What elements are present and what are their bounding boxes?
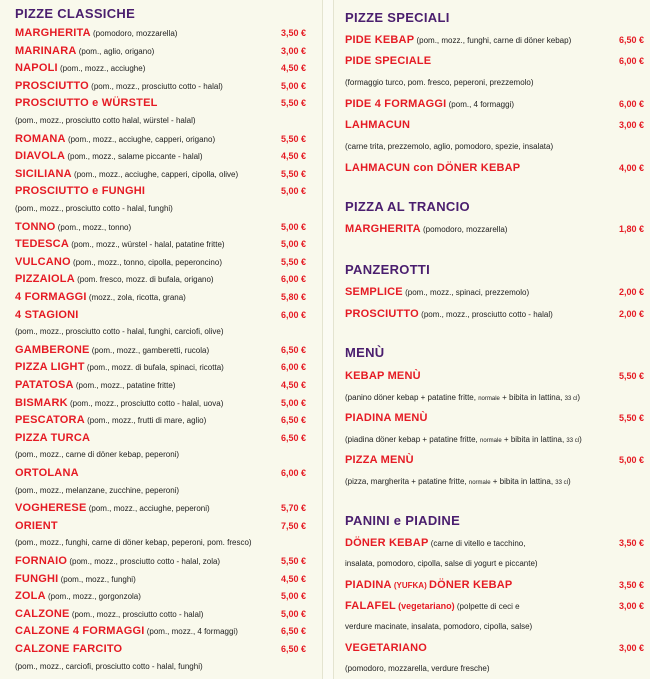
item-name: FORNAIO [15, 555, 68, 567]
item-desc: (pom., mozz., salame piccante - halal) [67, 152, 203, 162]
item-price: 6,00 € [618, 98, 644, 109]
item-desc: (mozz., zola, ricotta, grana) [88, 293, 186, 302]
item-price: 5,50 € [280, 133, 306, 144]
item-name: MARGHERITA [345, 223, 421, 235]
item-name: VOGHERESE [15, 502, 87, 515]
item-name: DIAVOLA [15, 150, 66, 163]
item-name: PIADINA MENÙ [345, 412, 428, 424]
item-desc-small: 33 cl [564, 396, 578, 402]
menu-item [345, 54, 650, 69]
item-desc: (pom., mozz., acciughe, capperi, origano) [67, 134, 216, 144]
item-name: MARGHERITA [15, 27, 91, 39]
item-desc: (pom., mozz., gamberetti, rucola) [91, 345, 210, 355]
menu-item [345, 161, 650, 176]
item-desc: (formaggio turco, pom. fresco, peperoni, prezzemolo) [345, 77, 534, 87]
item-desc: (panino döner kebap + patatine fritte, [345, 393, 476, 402]
item-price: 6,50 € [280, 644, 306, 654]
item-desc: (pom., mozz., prosciutto cotto - halal) [71, 609, 204, 619]
item-price: 3,50 € [618, 580, 644, 590]
item-price: 5,00 € [280, 591, 306, 602]
item-desc: + bibita in lattina, [502, 393, 563, 402]
item-desc: (pom., mozz., acciughe) [60, 64, 146, 74]
menu-item [15, 501, 318, 516]
menu-item [15, 26, 318, 41]
item-desc: (pom., mozz., tonno, cipolla, peperoncino) [73, 257, 222, 267]
item-desc: (pom., mozz. di bufala, spinaci, ricotta) [86, 363, 224, 373]
item-name: PROSCIUTTO e FUNGHI [15, 185, 146, 198]
menu-item-vegetariano-desc [345, 662, 650, 676]
item-price: 5,00 € [280, 186, 306, 197]
item-desc: (pom., mozz., 4 formaggi) [146, 627, 238, 637]
item-desc: insalata, pomodoro, cipolla, salse di yogurt e piccante) [345, 559, 538, 568]
item-desc: + bibita in lattina, [492, 477, 554, 486]
item-desc: (pizza, margherita + patatine fritte, [345, 477, 467, 486]
item-name: PIZZAIOLA [15, 273, 75, 286]
item-desc: (pomodoro, mozzarella) [422, 225, 508, 234]
menu-item [15, 360, 318, 375]
item-price: 4,50 € [280, 573, 306, 584]
item-price: 7,50 € [280, 520, 306, 531]
item-desc: (pom., mozz., prosciutto cotto halal, würstel - halal) [15, 116, 196, 125]
menu-item-kebap-menu-desc [345, 391, 650, 406]
item-desc: (pom., mozz., prosciutto cotto - halal, funghi) [15, 204, 173, 213]
item-name: CALZONE 4 FORMAGGI [15, 625, 145, 638]
menu-item-piadina-menu-desc [345, 433, 650, 448]
item-name: BISMARK [15, 396, 68, 409]
menu-item [15, 237, 318, 252]
menu-item [15, 343, 318, 358]
item-price: 4,50 € [280, 151, 306, 162]
menu-item [15, 290, 318, 305]
menu-item [345, 118, 650, 133]
item-name: PIZZA MENÙ [345, 454, 414, 466]
menu-item [15, 624, 318, 639]
item-price: 6,50 € [280, 626, 306, 637]
item-name: ORTOLANA [15, 467, 79, 479]
menu-item [15, 308, 318, 323]
item-desc: (carne di vitello e tacchino, [430, 539, 526, 548]
item-desc-small: 33 cl [555, 480, 568, 486]
item-desc: (pom., aglio, origano) [78, 46, 155, 56]
item-name: MARINARA [15, 44, 77, 57]
menu-item [345, 222, 650, 237]
item-name: CALZONE [15, 607, 70, 620]
menu-item [15, 114, 318, 128]
item-price: 5,50 € [280, 168, 306, 179]
item-price: 5,50 € [280, 98, 306, 109]
item-name: PIADINA [345, 579, 392, 591]
item-desc: (pom., mozz., prosciutto cotto - halal) [421, 309, 553, 319]
item-price: 3,50 € [618, 538, 644, 548]
item-name: LAHMACUN [345, 119, 411, 132]
item-desc-small: 33 cl [566, 438, 580, 444]
item-name: DÖNER KEBAP [345, 537, 429, 549]
menu-item [15, 132, 318, 147]
menu-item-falafel-desc [345, 620, 650, 634]
menu-item [15, 607, 318, 622]
item-desc: (pom., mozz., patatine fritte) [75, 381, 176, 390]
menu-item [15, 220, 318, 235]
menu-item [15, 44, 318, 59]
item-desc: + bibita in lattina, [503, 435, 565, 444]
item-price: 2,00 € [618, 308, 644, 319]
item-price: 1,80 € [618, 224, 644, 234]
item-desc: (piadina döner kebap + patatine fritte, [345, 435, 478, 444]
item-desc: (pomodoro, mozzarella, verdure fresche) [345, 664, 490, 673]
item-desc: verdure macinate, insalata, pomodoro, cipolla, salse) [345, 622, 533, 631]
item-name: KEBAP MENÙ [345, 370, 421, 382]
item-desc: (pom., mozz., acciughe, capperi, cipolla, olive) [74, 169, 239, 179]
item-price: 6,00 € [618, 56, 644, 67]
item-tag-vegetariano: (vegetariano) [398, 601, 455, 611]
item-desc: (pom., 4 formaggi) [448, 99, 514, 109]
item-name: PIZZA TURCA [15, 431, 91, 444]
menu-item [345, 307, 650, 322]
column-divider [322, 0, 334, 679]
item-name: PIDE KEBAP [345, 34, 415, 46]
item-desc: ) [567, 477, 571, 486]
menu-item [15, 536, 318, 550]
item-price: 5,70 € [280, 503, 306, 514]
item-desc: (pom., mozz., frutti di mare, aglio) [87, 416, 207, 426]
menu-item [15, 184, 318, 199]
item-name: SEMPLICE [345, 286, 403, 298]
menu-item-piadina-menu [345, 411, 650, 426]
item-price: 6,00 € [280, 274, 306, 285]
item-price: 6,50 € [618, 35, 644, 45]
menu-item [15, 79, 318, 94]
item-price: 6,50 € [280, 415, 306, 426]
menu-item-vegetariano [345, 641, 650, 656]
item-name: SICILIANA [15, 167, 72, 180]
item-desc: (polpette di ceci e [456, 602, 520, 611]
menu-item [345, 140, 650, 154]
section-title-panini-e-piadine: PANINI e PIADINE [345, 513, 461, 528]
section-title-pizze-classiche: PIZZE CLASSICHE [15, 6, 136, 21]
item-name-small: (YUFKA) [393, 581, 427, 590]
menu-item [15, 554, 318, 569]
item-price: 3,00 € [280, 45, 306, 56]
item-price: 6,50 € [280, 432, 306, 443]
menu-item [15, 167, 318, 182]
item-desc: (pom. fresco, mozz. di bufala, origano) [77, 275, 214, 285]
menu-item [15, 396, 318, 411]
menu-item [15, 519, 318, 534]
item-desc: (pom., mozz., würstel - halal, patatine fritte) [71, 240, 225, 250]
item-price: 3,00 € [618, 643, 644, 653]
item-name: NAPOLI [15, 62, 58, 75]
item-name: FUNGHI [15, 572, 59, 585]
item-desc: ) [579, 435, 582, 444]
item-name: PIDE 4 FORMAGGI [345, 97, 447, 110]
menu-item-kebap-menu [345, 369, 650, 384]
menu-item [345, 97, 650, 112]
item-name: PIZZA LIGHT [15, 361, 85, 374]
item-price: 5,00 € [280, 608, 306, 619]
menu-item [15, 202, 318, 216]
menu-item [15, 484, 318, 498]
menu-item [15, 255, 318, 270]
menu-item [345, 33, 650, 48]
item-desc: (pomodoro, mozzarella) [92, 29, 178, 38]
item-desc-small: normale [480, 438, 502, 444]
menu-item [15, 149, 318, 164]
item-price: 5,00 € [618, 455, 644, 465]
menu-item [15, 272, 318, 287]
item-price: 6,00 € [280, 362, 306, 373]
item-desc: (pom., mozz., funghi, carne di döner kebap, peperoni, pom. fresco) [15, 538, 252, 548]
item-price: 5,50 € [618, 371, 644, 381]
item-desc: (pom., mozz., prosciutto cotto - halal, funghi, carciofi, olive) [15, 327, 224, 337]
menu-item [345, 285, 650, 300]
item-name: TEDESCA [15, 238, 69, 251]
item-desc: (pom., mozz., funghi, carne di döner kebap) [416, 36, 572, 45]
item-price: 4,50 € [280, 63, 306, 74]
item-desc: (pom., mozz., prosciutto cotto - halal) [91, 81, 223, 91]
item-name: PROSCIUTTO [345, 307, 419, 320]
menu-item [15, 572, 318, 587]
item-price: 6,50 € [280, 344, 306, 355]
menu-item [15, 325, 318, 339]
item-desc: (pom., mozz., prosciutto cotto - halal, uova) [69, 398, 224, 408]
item-desc: (pom., mozz., funghi) [60, 574, 136, 584]
item-name: VULCANO [15, 255, 71, 268]
section-title-panzerotti: PANZEROTTI [345, 262, 431, 277]
menu-item [15, 448, 318, 462]
item-desc: (pom., mozz., melanzane, zucchine, peperoni) [15, 485, 180, 495]
item-name: 4 STAGIONI [15, 308, 79, 321]
item-price: 3,50 € [280, 28, 306, 38]
item-name: FALAFEL [345, 600, 396, 612]
item-price: 6,00 € [280, 309, 306, 320]
section-title-menu: MENÙ [345, 345, 385, 360]
item-price: 5,80 € [280, 292, 306, 302]
item-name: ORIENT [15, 519, 58, 532]
item-name: PATATOSA [15, 379, 74, 391]
item-desc: (pom., mozz., carne di döner kebap, peperoni) [15, 450, 180, 460]
item-desc: (pom., mozz., tonno) [57, 222, 132, 232]
item-name: VEGETARIANO [345, 642, 428, 654]
item-name: PESCATORA [15, 414, 85, 427]
section-title-pizze-speciali: PIZZE SPECIALI [345, 10, 450, 25]
menu-item [15, 660, 318, 674]
item-name: 4 FORMAGGI [15, 291, 87, 303]
item-name: CALZONE FARCITO [15, 643, 123, 655]
item-name: PIDE SPECIALE [345, 55, 432, 68]
item-price: 3,00 € [618, 120, 644, 131]
item-price: 5,00 € [280, 80, 306, 91]
menu-item-pizza-menu [345, 453, 650, 468]
item-desc: (pom., mozz., spinaci, prezzemolo) [405, 288, 530, 297]
item-desc: (pom., mozz., prosciutto cotto - halal, zola) [69, 557, 221, 566]
menu-item [15, 431, 318, 446]
menu-item [15, 642, 318, 657]
section-title-pizza-al-trancio: PIZZA AL TRANCIO [345, 199, 470, 214]
item-name: GAMBERONE [15, 343, 90, 356]
item-price: 5,50 € [280, 556, 306, 566]
menu-item [15, 96, 318, 111]
item-name: TONNO [15, 220, 56, 233]
menu-item [345, 76, 650, 90]
menu-item [15, 413, 318, 428]
menu-item [15, 466, 318, 481]
item-price: 4,50 € [280, 380, 306, 390]
item-price: 5,50 € [618, 413, 644, 423]
menu-item-piadina-doner-kebap [345, 578, 650, 593]
item-name: PROSCIUTTO [15, 79, 89, 92]
item-name: ZOLA [15, 590, 46, 603]
item-desc: (carne trita, prezzemolo, aglio, pomodoro, spezie, insalata) [345, 141, 554, 151]
item-name: PROSCIUTTO e WÜRSTEL [15, 97, 158, 110]
item-price: 5,00 € [280, 239, 306, 250]
item-desc: (pom., mozz., gorgonzola) [47, 592, 141, 602]
item-price: 3,00 € [618, 601, 644, 611]
item-price: 4,00 € [618, 162, 644, 173]
item-price: 5,50 € [280, 256, 306, 267]
menu-item-doner-kebap-desc [345, 557, 650, 571]
menu-item-falafel [345, 599, 650, 614]
item-desc: (pom., mozz., acciughe, peperoni) [88, 504, 210, 514]
item-price: 5,00 € [280, 221, 306, 232]
item-price: 2,00 € [618, 287, 644, 297]
item-name: DÖNER KEBAP [428, 579, 513, 591]
menu-item [15, 589, 318, 604]
menu-item [15, 378, 318, 393]
item-desc-small: normale [468, 480, 491, 486]
menu-item-doner-kebap [345, 536, 650, 551]
item-desc: ) [577, 393, 580, 402]
menu-item [15, 61, 318, 76]
item-name: LAHMACUN con DÖNER KEBAP [345, 161, 521, 174]
item-price: 5,00 € [280, 397, 306, 408]
item-desc-small: normale [478, 396, 500, 402]
menu-item-pizza-menu-desc [345, 475, 650, 490]
item-desc: (pom., mozz., carciofi, prosciutto cotto - halal, funghi) [15, 661, 203, 671]
item-name: ROMANA [15, 132, 66, 145]
item-price: 6,00 € [280, 468, 306, 478]
